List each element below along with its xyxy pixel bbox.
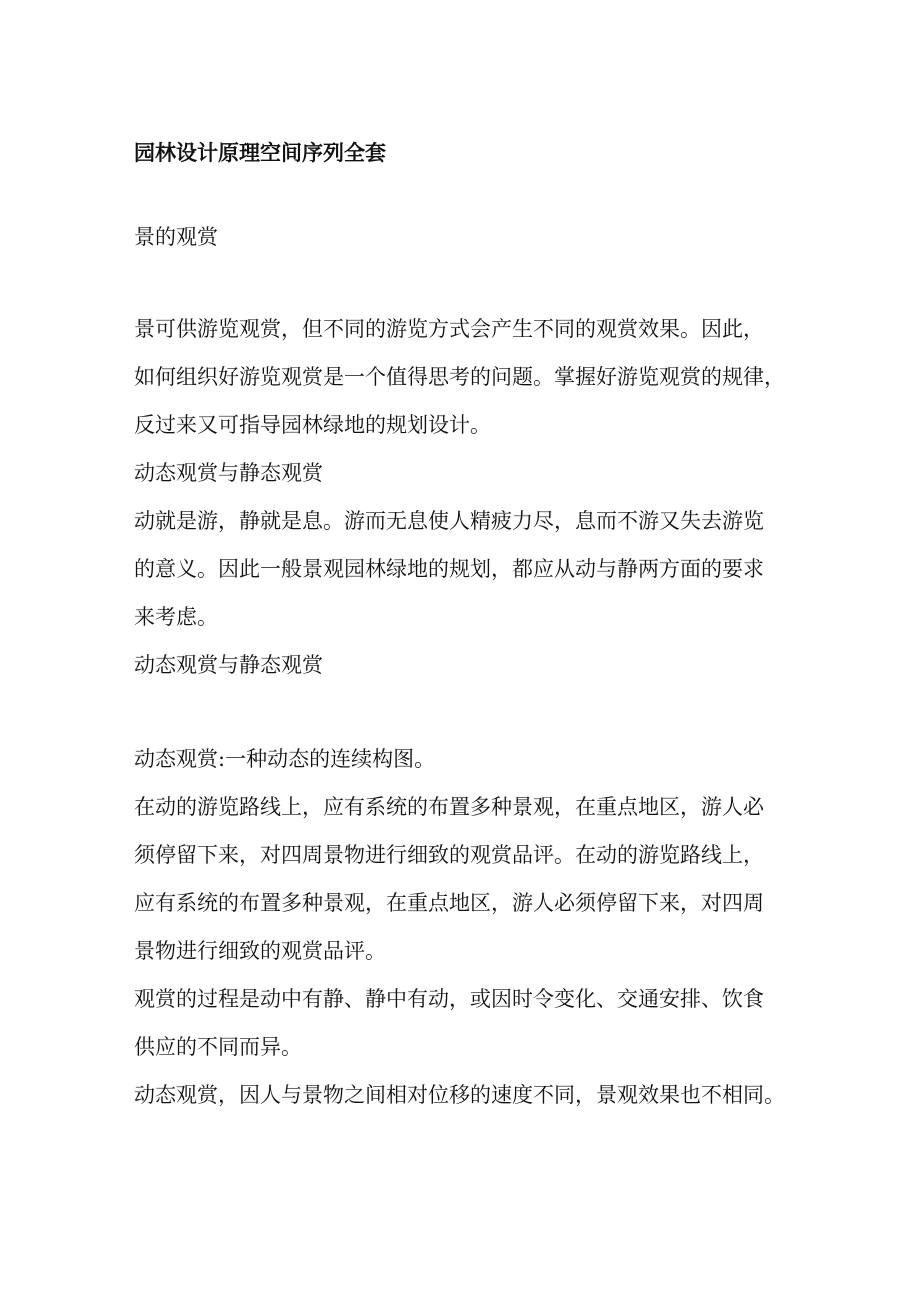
paragraph-line: 的意义。因此一般景观园林绿地的规划，都应从动与静两方面的要求 — [134, 557, 764, 581]
paragraph-line: 应有系统的布置多种景观，在重点地区，游人必须停留下来，对四周 — [134, 891, 764, 915]
paragraph-line: 须停留下来，对四周景物进行细致的观赏品评。在动的游览路线上， — [134, 843, 764, 867]
section-heading: 景的观赏 — [134, 225, 218, 249]
paragraph-line: 供应的不同而异。 — [134, 1035, 302, 1059]
paragraph-line: 如何组织好游览观赏是一个值得思考的问题。掌握好游览观赏的规律， — [134, 365, 785, 389]
paragraph-motion-rest — [134, 497, 814, 641]
paragraph-line: 在动的游览路线上，应有系统的布置多种景观，在重点地区，游人必 — [134, 795, 764, 819]
document-title: 园林设计原理空间序列全套 — [134, 141, 386, 165]
paragraph-line: 来考虑。 — [134, 605, 218, 629]
paragraph-line: 动态观赏:一种动态的连续构图。 — [134, 747, 436, 771]
paragraph-line: 动态观赏，因人与景物之间相对位移的速度不同，景观效果也不相同。 — [134, 1083, 785, 1107]
paragraph-line: 观赏的过程是动中有静、静中有动，或因时令变化、交通安排、饮食 — [134, 987, 764, 1011]
subheading-dynamic-static: 动态观赏与静态观赏 — [134, 461, 323, 485]
paragraph-line: 景可供游览观赏，但不同的游览方式会产生不同的观赏效果。因此， — [134, 317, 764, 341]
paragraph-line: 反过来又可指导园林绿地的规划设计。 — [134, 413, 491, 437]
subheading-dynamic-static-repeat: 动态观赏与静态观赏 — [134, 653, 323, 677]
paragraph-intro — [134, 305, 814, 449]
paragraph-dynamic-viewing — [134, 735, 814, 1119]
paragraph-line: 动就是游，静就是息。游而无息使人精疲力尽，息而不游又失去游览 — [134, 509, 764, 533]
paragraph-line: 景物进行细致的观赏品评。 — [134, 939, 386, 963]
